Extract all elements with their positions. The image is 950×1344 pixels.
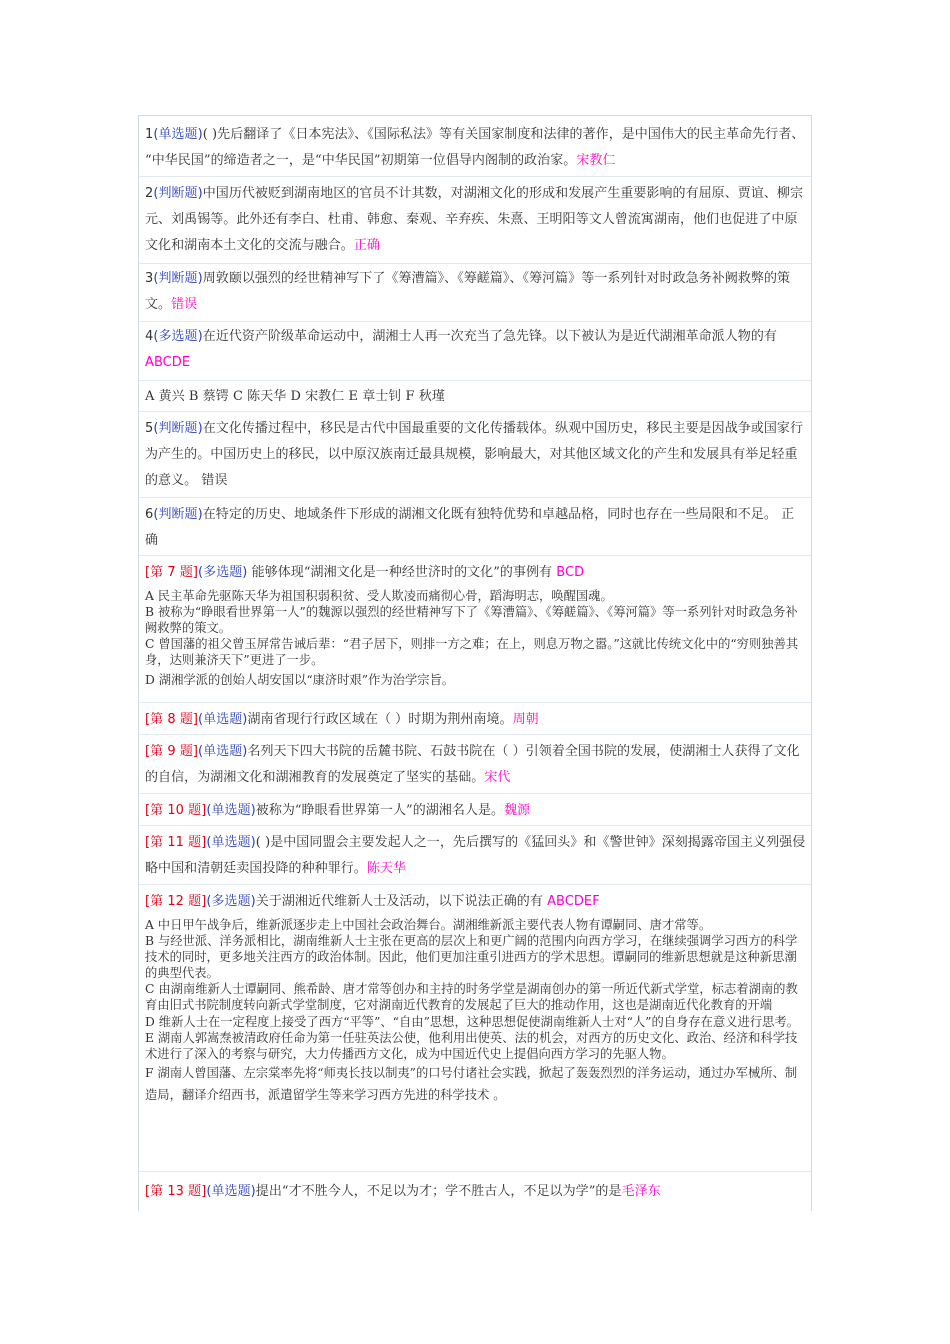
question-answer: ABCDE <box>145 355 191 370</box>
question-number: 2 <box>145 186 154 201</box>
option-a: A 中日甲午战争后，维新派逐步走上中国社会政治舞台。湖湘维新派主要代表人物有谭嗣同、唐才常等。 <box>145 918 712 932</box>
question-number: 3 <box>145 271 154 286</box>
option-c: C 由湖南维新人士谭嗣同、熊希龄、唐才常等创办和主持的时务学堂是湖南创办的第一所近代新式学堂，标志着湖南的教育由旧式书院制度转向新式学堂制度，它对湖南近代教育的发展起了巨大的推动作用，这也是湖南近代化教育的开端 <box>145 982 798 1013</box>
question-row-6 <box>139 502 811 556</box>
question-label: [第 13 题] <box>145 1184 207 1199</box>
option-e: E 湖南人郭嵩焘被清政府任命为第一任驻英法公使，他利用出使英、法的机会，对西方的历史文化、政治、经济和科学技术进行了深入的考察与研究，大力传播西方文化，成为中国近代史上提倡向西方学习的先驱人物。 <box>145 1030 798 1061</box>
question-number: 1 <box>145 127 154 142</box>
option-a: A 民主革命先驱陈天华为祖国积弱积贫、受人欺凌而痛彻心骨，蹈海明志，唤醒国魂。 <box>145 589 613 603</box>
option-d: D 湖湘学派的创始人胡安国以“康济时艰”作为治学宗旨。 <box>145 673 455 688</box>
question-number: 5 <box>145 421 154 436</box>
question-type: (单选题) <box>206 803 256 818</box>
question-answer: 毛泽东 <box>621 1184 661 1199</box>
question-text: ( )是中国同盟会主要发起人之一，先后撰写的《猛回头》和《警世钟》深刻揭露帝国主义列强侵略中国和清朝廷卖国投降的种种罪行。 <box>145 835 806 876</box>
question-type: (判断题) <box>153 271 203 286</box>
question-answer: 正确 <box>145 507 795 548</box>
option-b: B 被称为“睁眼看世界第一人”的魏源以强烈的经世精神写下了《筹漕篇》、《筹鹾篇》、《筹河篇》等一系列针对时政急务补阙救弊的策文。 <box>145 605 798 636</box>
question-row-13 <box>139 1179 811 1211</box>
question-label: [第 11 题] <box>145 835 207 850</box>
question-label: [第 8 题] <box>145 712 199 727</box>
question-text: ( )先后翻译了《日本宪法》、《国际私法》等有关国家制度和法律的著作，是中国伟大的民主革命先行者、 “中华民国”的缔造者之一，是“中华民国”初期第一位倡导内阁制的政治家。 <box>145 127 805 168</box>
question-row-9 <box>139 739 811 794</box>
question-answer: ABCDEF <box>547 894 600 909</box>
question-row-10 <box>139 798 811 826</box>
question-row-3 <box>139 266 811 322</box>
question-type: (单选题) <box>206 1184 256 1199</box>
option-c: C 曾国藩的祖父曾玉屏常告诫后辈：“君子居下，则排一方之难；在上，则息万物之嚣。”这就比传统文化中的“穷则独善其身，达则兼济天下”更进了一步。 <box>145 637 799 668</box>
question-type: (判断题) <box>153 507 203 522</box>
question-text: 在近代资产阶级革命运动中，湖湘士人再一次充当了急先锋。以下被认为是近代湖湘革命派人物的有 <box>202 329 777 344</box>
question-answer: 错误 <box>171 297 198 312</box>
question-type: (多选题) <box>153 329 203 344</box>
question-label: [第 12 题] <box>145 894 207 909</box>
question-row-8 <box>139 707 811 735</box>
question-answer: 宋教仁 <box>576 153 616 168</box>
question-type: (单选题) <box>206 835 256 850</box>
question-text: 能够体现“湖湘文化是一种经世济时的文化”的事例有 <box>247 565 557 580</box>
question-row-5 <box>139 416 811 498</box>
option-d: D 维新人士在一定程度上接受了西方“平等”、“自由”思想，这种思想促使湖南维新人士对“人”的自身存在意义进行思考。 <box>145 1014 800 1029</box>
question-text: 被称为“睁眼看世界第一人”的湖湘名人是。 <box>255 803 505 818</box>
question-row-7 <box>139 560 811 703</box>
question-type: (多选题) <box>198 565 248 580</box>
question-answer: 错误 <box>201 473 228 488</box>
options-row-4 <box>139 384 811 412</box>
question-text: 周敦颐以强烈的经世精神写下了《筹漕篇》、《筹鹾篇》、《筹河篇》等一系列针对时政急务补阙救弊的策文。 <box>145 271 791 312</box>
question-type: (多选题) <box>206 894 256 909</box>
question-text: 湖南省现行行政区域在（ ）时期为荆州南境。 <box>247 712 513 727</box>
option-list: A 黄兴 B 蔡锷 C 陈天华 D 宋教仁 E 章士钊 F 秋瑾 <box>145 389 445 404</box>
question-answer: 陈天华 <box>366 861 407 876</box>
question-number: 4 <box>145 329 154 344</box>
question-row-2 <box>139 181 811 264</box>
question-text: 名列天下四大书院的岳麓书院、石鼓书院在（ ）引领着全国书院的发展，使湖湘士人获得了文化的自信，为湖湘文化和湖湘教育的发展奠定了坚实的基础。 <box>145 744 800 785</box>
option-f: F 湖南人曾国藩、左宗棠率先将“师夷长技以制夷”的口号付诸社会实践，掀起了轰轰烈烈的洋务运动，通过办军械所、制造局，翻译介绍西书，派遣留学生等来学习西方先进的科学技术 。 <box>145 1065 798 1102</box>
question-label: [第 10 题] <box>145 803 207 818</box>
question-row-1 <box>139 122 811 177</box>
question-type: (单选题) <box>198 744 248 759</box>
question-answer: 正确 <box>353 238 380 253</box>
question-text: 在特定的历史、地域条件下形成的湖湘文化既有独特优势和卓越品格，同时也存在一些局限和不足。 <box>202 507 777 522</box>
question-label: [第 9 题] <box>145 744 199 759</box>
option-b: B 与经世派、洋务派相比，湖南维新人士主张在更高的层次上和更广阔的范围内向西方学习，在继续强调学习西方的科学技术的同时，更多地关注西方的政治体制。因此，他们更加注重引进西方的学术思想。谭嗣同的维新思想就是这种新思潮的典型代表。 <box>145 934 798 981</box>
question-answer: BCD <box>556 565 585 580</box>
question-type: (单选题) <box>153 127 203 142</box>
question-row-11 <box>139 830 811 885</box>
question-type: (判断题) <box>153 186 203 201</box>
question-text: 关于湖湘近代维新人士及活动，以下说法正确的有 <box>255 894 548 909</box>
question-text: 提出“才不胜今人，不足以为才；学不胜古人，不足以为学”的是 <box>255 1184 622 1199</box>
question-answer: 魏源 <box>504 803 531 818</box>
question-label: [第 7 题] <box>145 565 199 580</box>
question-type: (单选题) <box>198 712 248 727</box>
question-row-4 <box>139 324 811 381</box>
question-answer: 宋代 <box>484 770 511 785</box>
question-text: 中国历代被贬到湖南地区的官员不计其数，对湖湘文化的形成和发展产生重要影响的有屈原、贾谊、柳宗元、刘禹锡等。此外还有李白、杜甫、韩愈、秦观、辛弃疾、朱熹、王明阳等文人曾流寓湖南，他们也促进了中原文化和湖南本土文化的交流与融合。 <box>145 186 804 253</box>
question-row-12 <box>139 889 811 1172</box>
question-table <box>138 115 812 1211</box>
question-number: 6 <box>145 507 154 522</box>
question-text: 在文化传播过程中，移民是古代中国最重要的文化传播载体。纵观中国历史，移民主要是因战争或国家行为产生的。中国历史上的移民，以中原汉族南迁最具规模，影响最大，对其他区域文化的产生和发展具有举足轻重的意义。 <box>145 421 804 488</box>
question-answer: 周朝 <box>512 712 539 727</box>
question-type: (判断题) <box>153 421 203 436</box>
